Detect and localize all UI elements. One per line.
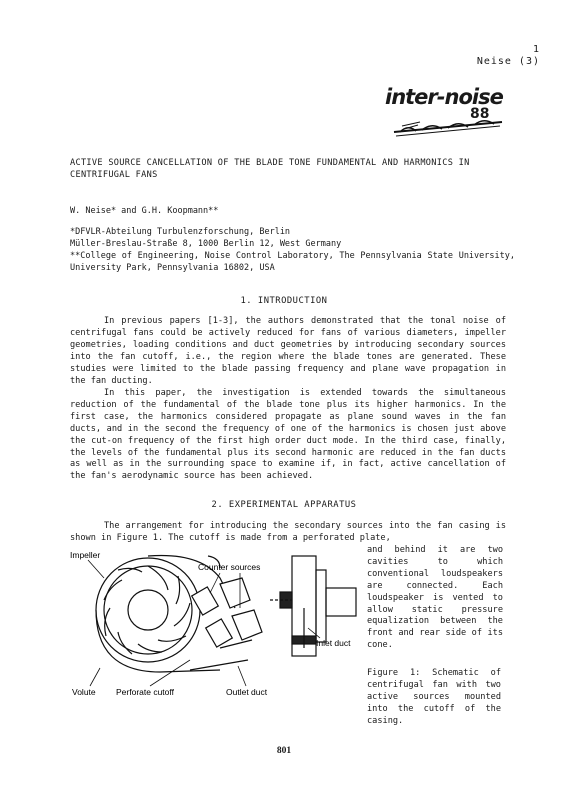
figure-1-caption: Figure 1: Schematic of centrifugal fan with two active sources mounted into the cutoff of the casing. bbox=[367, 668, 501, 726]
counter-sources-drawing bbox=[192, 578, 262, 647]
figure-label-counter-sources: Counter sources bbox=[198, 562, 261, 572]
figure-label-inlet-duct: Inlet duct bbox=[316, 638, 351, 648]
affiliation-3: **College of Engineering, Noise Control Laboratory, The Pennsylvania State University, University Park, Pennsylvania 16802, USA bbox=[70, 251, 515, 273]
introduction-paragraph-1: In previous papers [1-3], the authors demonstrated that the tonal noise of centrifugal fans could be actively reduced for fans of various diameters, impeller geometries, loading conditions and duct geometries by introducing secondary sources into the fan cutoff, i.e., the region where the blade tones are generated. These studies were limited to the blade passing frequency and plane wave propagation in the fan ducting. bbox=[70, 316, 506, 386]
conference-logo-text: inter-noise bbox=[385, 85, 503, 109]
conference-logo-year: 88 bbox=[470, 106, 490, 122]
page-id-number: 1 bbox=[532, 44, 540, 55]
impeller-drawing bbox=[96, 555, 235, 672]
experimental-paragraph-full-width: The arrangement for introducing the secondary sources into the fan casing is shown in Figure 1. The cutoff is made from a perforated plate, bbox=[70, 521, 506, 543]
conference-logo-bridge-icon bbox=[392, 110, 504, 140]
paper-title: ACTIVE SOURCE CANCELLATION OF THE BLADE TONE FUNDAMENTAL AND HARMONICS IN CENTRIFUGAL FANS bbox=[70, 158, 470, 180]
figure-label-outlet-duct: Outlet duct bbox=[226, 687, 268, 697]
figure-label-perforate-cutoff: Perforate cutoff bbox=[116, 687, 174, 697]
paper-authors: W. Neise* and G.H. Koopmann** bbox=[70, 206, 219, 216]
figure-label-volute: Volute bbox=[72, 687, 96, 697]
figure-1-fan-schematic bbox=[70, 548, 360, 698]
page-id-author: Neise (3) bbox=[476, 56, 540, 67]
section-heading-experimental-apparatus: 2. EXPERIMENTAL APPARATUS bbox=[211, 500, 357, 510]
experimental-paragraph-column: and behind it are two cavities to which conventional loudspeakers are connected. Each loudspeaker is vented to allow static pressure equalization between the front and rear side of its cone. bbox=[367, 545, 503, 651]
affiliation-1: *DFVLR-Abteilung Turbulenzforschung, Berlin bbox=[70, 227, 291, 237]
affiliation-2: Müller-Breslau-Straße 8, 1000 Berlin 12, West Germany bbox=[70, 239, 342, 249]
section-heading-introduction: 1. INTRODUCTION bbox=[240, 296, 328, 306]
page-number: 801 bbox=[276, 746, 292, 756]
page-identifier bbox=[477, 44, 540, 68]
figure-label-impeller: Impeller bbox=[70, 550, 101, 560]
introduction-paragraph-2: In this paper, the investigation is extended towards the simultaneous reduction of the fundamental of the blade tone plus its higher harmonics. In the first case, the harmonics considered propagate as plane sound waves in the fan ducts, and in the second the frequency of one of the harmonics is chosen just above the cut-on frequency of the first high order duct mode. In the third case, finally, the levels of the fundamental plus its second harmonic are reduced in the fan ducts as well as in the surrounding space to examine if, in fact, active cancellation of the fan's aerodynamic source has been achieved. bbox=[70, 388, 506, 482]
